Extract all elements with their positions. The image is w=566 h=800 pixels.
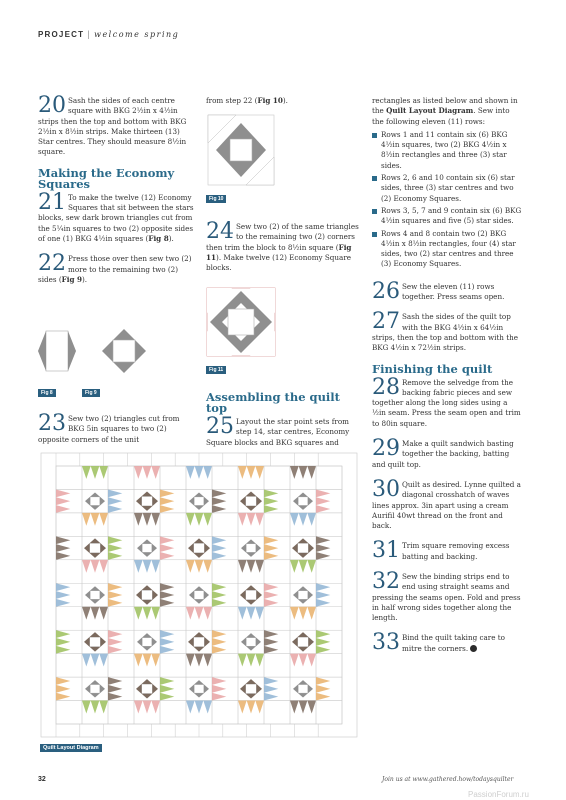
- page-header: [38, 30, 179, 39]
- fig-ref: Fig 8: [148, 233, 169, 243]
- step-20: [38, 93, 196, 158]
- fig-8-block: [38, 331, 76, 371]
- step-text: Remove the selvedge from the backing fabric pieces and sew together along the long sides using a ½in seam. Press the seam open and trim to 80in square.: [372, 377, 521, 428]
- step-number: 31: [372, 538, 400, 564]
- step-number: 28: [372, 374, 400, 400]
- step-text: Sew the binding strips end to end using straight seams and pressing the seams open. Fold and press in half wrong sides together along the length.: [372, 571, 521, 623]
- fig-11-illustration: [206, 287, 276, 357]
- diagram-ref: Quilt Layout Diagram: [386, 106, 474, 116]
- step-number: 24: [206, 219, 234, 244]
- fig-10-label: Fig 10: [206, 195, 226, 203]
- step-30: [372, 476, 522, 531]
- step-text: Trim square removing excess batting and backing.: [402, 541, 510, 561]
- list-item: Rows 3, 5, 7 and 9 contain six (6) BKG 4½in squares and five (5) star sides.: [372, 206, 522, 227]
- heading-economy-squares: Making the Economy Squares: [38, 165, 175, 191]
- step-text: Sash the sides of each centre square with BKG 2½in x 4½in strips then the top and bottom with BKG 2½in x 8½in strips. Make thirteen (13) Star centres. They should measure 8½in square.: [38, 96, 187, 157]
- step-31: [372, 538, 522, 564]
- header-separator: |: [87, 30, 92, 39]
- list-item: Rows 4 and 8 contain two (2) BKG 4½in x 8½in rectangles, four (4) star sides, two (2) star centres and three (3) Economy Squares.: [372, 229, 522, 270]
- step-24: [206, 219, 362, 273]
- footer-url: Join us at www.gathered.how/todaysquilter: [382, 776, 514, 783]
- step-number: 26: [372, 278, 400, 304]
- fig-8-9-illustrations: [38, 323, 168, 385]
- step-text: To make the twelve (12) Economy Squares that sit between the stars blocks, sew dark brown triangles cut from the 5¼in squares to two (2) opposite sides of one (1) BKG 4½in squares (: [38, 192, 194, 243]
- step-text-end: ).: [82, 274, 88, 284]
- step-33: [372, 630, 522, 656]
- star-centre-square: [298, 685, 307, 693]
- star-centre-square: [298, 591, 307, 599]
- economy-center: [142, 684, 152, 693]
- column-3: [372, 96, 522, 664]
- star-centre-square: [194, 497, 203, 505]
- project-title: welcome spring: [94, 30, 180, 39]
- fig-10-illustration: [206, 113, 276, 189]
- fig-ref: Fig 11: [206, 242, 352, 262]
- step-number: 33: [372, 630, 400, 656]
- fig-9-label: Fig 9: [82, 389, 100, 397]
- step-number: 23: [38, 411, 66, 436]
- economy-center: [298, 543, 308, 552]
- star-centre-square: [246, 638, 255, 646]
- star-centre-square: [142, 638, 151, 646]
- economy-center: [194, 637, 204, 646]
- step-text-end: ). Make twelve (12) Economy Square blocks.: [206, 252, 352, 273]
- step-number: 32: [372, 568, 400, 594]
- step-text: Sash the sides of the quilt top with the BKG 4½in x 64½in strips, then the top and bottom with the BKG 4½in x 72½in strips.: [372, 312, 518, 353]
- step-21: [38, 189, 196, 244]
- column-2-top: [206, 96, 362, 106]
- column-2-lower: [206, 386, 362, 458]
- watermark: PassionForum.ru: [468, 790, 529, 799]
- intro-text: rectangles as listed below and shown in the: [372, 96, 518, 116]
- column-2-mid: [206, 219, 362, 283]
- continued-text: from step 22 (: [206, 96, 258, 105]
- end-mark-icon: [470, 645, 477, 652]
- star-centre-square: [90, 591, 99, 599]
- economy-center: [90, 543, 100, 552]
- step-number: 29: [372, 436, 400, 462]
- step-text: Sew two (2) of the same triangles to the remaining two (2) corners then trim the block to 8½in square (: [206, 222, 359, 252]
- step-text: Sew the eleven (11) rows together. Press seams open.: [402, 281, 505, 302]
- step-number: 27: [372, 309, 400, 335]
- economy-center: [246, 590, 256, 599]
- step-text: Make a quilt sandwich basting together the backing, batting and quilt top.: [372, 439, 514, 469]
- step-number: 21: [38, 189, 66, 215]
- economy-center: [90, 637, 100, 646]
- step-text: Quilt as desired. Lynne quilted a diagonal crosshatch of waves lines approx. 3in apart using a cream Aurifil 40wt thread on the front and back.: [372, 479, 521, 531]
- fig-8-label: Fig 8: [38, 389, 56, 397]
- rows-list: [372, 130, 522, 270]
- step-number: 30: [372, 476, 400, 502]
- list-item: Rows 1 and 11 contain six (6) BKG 4½in squares, two (2) BKG 4½in x 8½in rectangles and three (3) star sides.: [372, 130, 522, 171]
- star-centre-square: [142, 544, 151, 552]
- step-32: [372, 568, 522, 623]
- continued-text-end: ).: [282, 96, 288, 105]
- step-text: Sew two (2) triangles cut from BKG 5in squares to two (2) opposite corners of the unit: [38, 414, 180, 444]
- heading-assembling: Assembling the quilt top: [206, 390, 340, 415]
- step-number: 22: [38, 251, 66, 277]
- step-25: [206, 414, 362, 448]
- step-text: Press those over then sew two (2) more to the remaining two (2) sides (: [38, 254, 192, 284]
- economy-center: [246, 496, 256, 505]
- quilt-diagram-label: Quilt Layout Diagram: [40, 744, 102, 752]
- column-1: [38, 93, 196, 295]
- step-number: 20: [38, 93, 66, 118]
- step-27: [372, 309, 522, 353]
- star-centre-square: [246, 544, 255, 552]
- rows-intro: [372, 96, 522, 127]
- list-item: Rows 2, 6 and 10 contain six (6) star sides, three (3) star centres and two (2) Economy Squares.: [372, 173, 522, 204]
- step-number: 25: [206, 414, 234, 439]
- step-26: [372, 278, 522, 304]
- fig-ref: Fig 10: [257, 96, 283, 105]
- quilt-layout-diagram: [40, 452, 358, 738]
- page-number: 32: [38, 776, 46, 783]
- star-centre-square: [194, 685, 203, 693]
- intro-text-end: . Sew into the following eleven (11) rows:: [372, 106, 510, 126]
- economy-center: [246, 684, 256, 693]
- star-centre-square: [194, 591, 203, 599]
- step-29: [372, 436, 522, 470]
- step-text-end: ).: [168, 233, 174, 243]
- column-1-lower: [38, 411, 196, 455]
- step-text: Bind the quilt taking care to mitre the corners.: [402, 633, 505, 653]
- economy-center: [142, 496, 152, 505]
- section-label: PROJECT: [38, 30, 85, 39]
- step-23: [38, 411, 196, 445]
- step-text: Layout the star point sets from step 14, star centres, Economy Square blocks and BKG squares and: [206, 417, 350, 447]
- economy-center: [298, 637, 308, 646]
- step-22: [38, 251, 196, 285]
- economy-center: [142, 590, 152, 599]
- step-28: [372, 374, 522, 429]
- star-centre-square: [90, 685, 99, 693]
- heading-finishing: Finishing the quilt: [372, 361, 493, 376]
- fig-ref: Fig 9: [61, 274, 82, 284]
- fig-11-label: Fig 11: [206, 366, 226, 374]
- economy-center: [194, 543, 204, 552]
- fig-9-block: [102, 329, 146, 373]
- star-centre-square: [90, 497, 99, 505]
- star-centre-square: [298, 497, 307, 505]
